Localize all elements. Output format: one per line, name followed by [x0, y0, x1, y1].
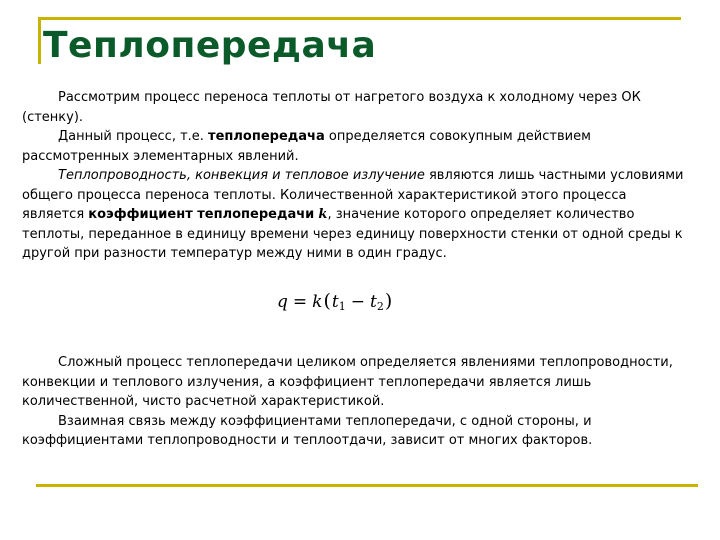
term-heat-transfer: теплопередача [208, 129, 325, 144]
title-frame-left-line [38, 17, 41, 64]
formula-equals: = [292, 292, 308, 312]
paragraph-coefficient-middle: являются лишь частными условиями общего процесса переноса теплоты. Количественной характеристикой этого процесса является [22, 168, 684, 222]
formula-minus: − [350, 292, 365, 312]
slide-title: Теплопередача [43, 25, 377, 66]
formula-close-paren: ) [384, 290, 393, 312]
formula-open-paren: ( [323, 290, 331, 312]
heat-transfer-formula [277, 290, 393, 318]
paragraph-process [22, 88, 690, 127]
formula-t2: t [369, 292, 377, 312]
paragraph-definition-after: определяется совокупным действием рассмотренных элементарных явлений. [22, 129, 591, 164]
paragraph-definition [22, 127, 690, 166]
title-frame-top-line [38, 17, 681, 20]
formula-t1-subscript: 1 [338, 300, 346, 313]
formula-t1: t [331, 292, 339, 312]
formula-q: q [277, 292, 288, 312]
paragraph-coefficient-after: , значение которого определяет количество теплоты, переданное в единицу времени через единицу поверхности стенки от одной среды к другой при разности температур между ними в один градус. [22, 207, 683, 261]
bottom-divider-line [36, 484, 698, 487]
term-coefficient: коэффициент теплопередачи [88, 207, 315, 222]
intro-text-block [22, 88, 690, 264]
paragraph-definition-before: Данный процесс, т.е. [58, 129, 209, 144]
paragraph-coefficient [22, 166, 690, 264]
paragraph-process-text: Рассмотрим процесс переноса теплоты от нагретого воздуха к холодному через ОК (стенку). [22, 90, 641, 125]
formula-t2-subscript: 2 [376, 300, 384, 313]
paragraph-complex-process: Сложный процесс теплопередачи целиком определяется явлениями теплопроводности, конвекции и теплового излучения, а коэффициент теплопередачи является лишь количественной, чисто расчетной характеристикой. [22, 355, 673, 409]
symbol-k: k [318, 207, 328, 222]
formula-k: k [312, 292, 323, 312]
paragraph-relationship: Взаимная связь между коэффициентами теплопередачи, с одной стороны, и коэффициентами теплопроводности и теплоотдачи, зависит от многих факторов. [22, 413, 593, 448]
conclusion-text-block [22, 353, 690, 451]
italic-mechanisms: Теплопроводность, конвекция и тепловое излучение [58, 168, 425, 183]
